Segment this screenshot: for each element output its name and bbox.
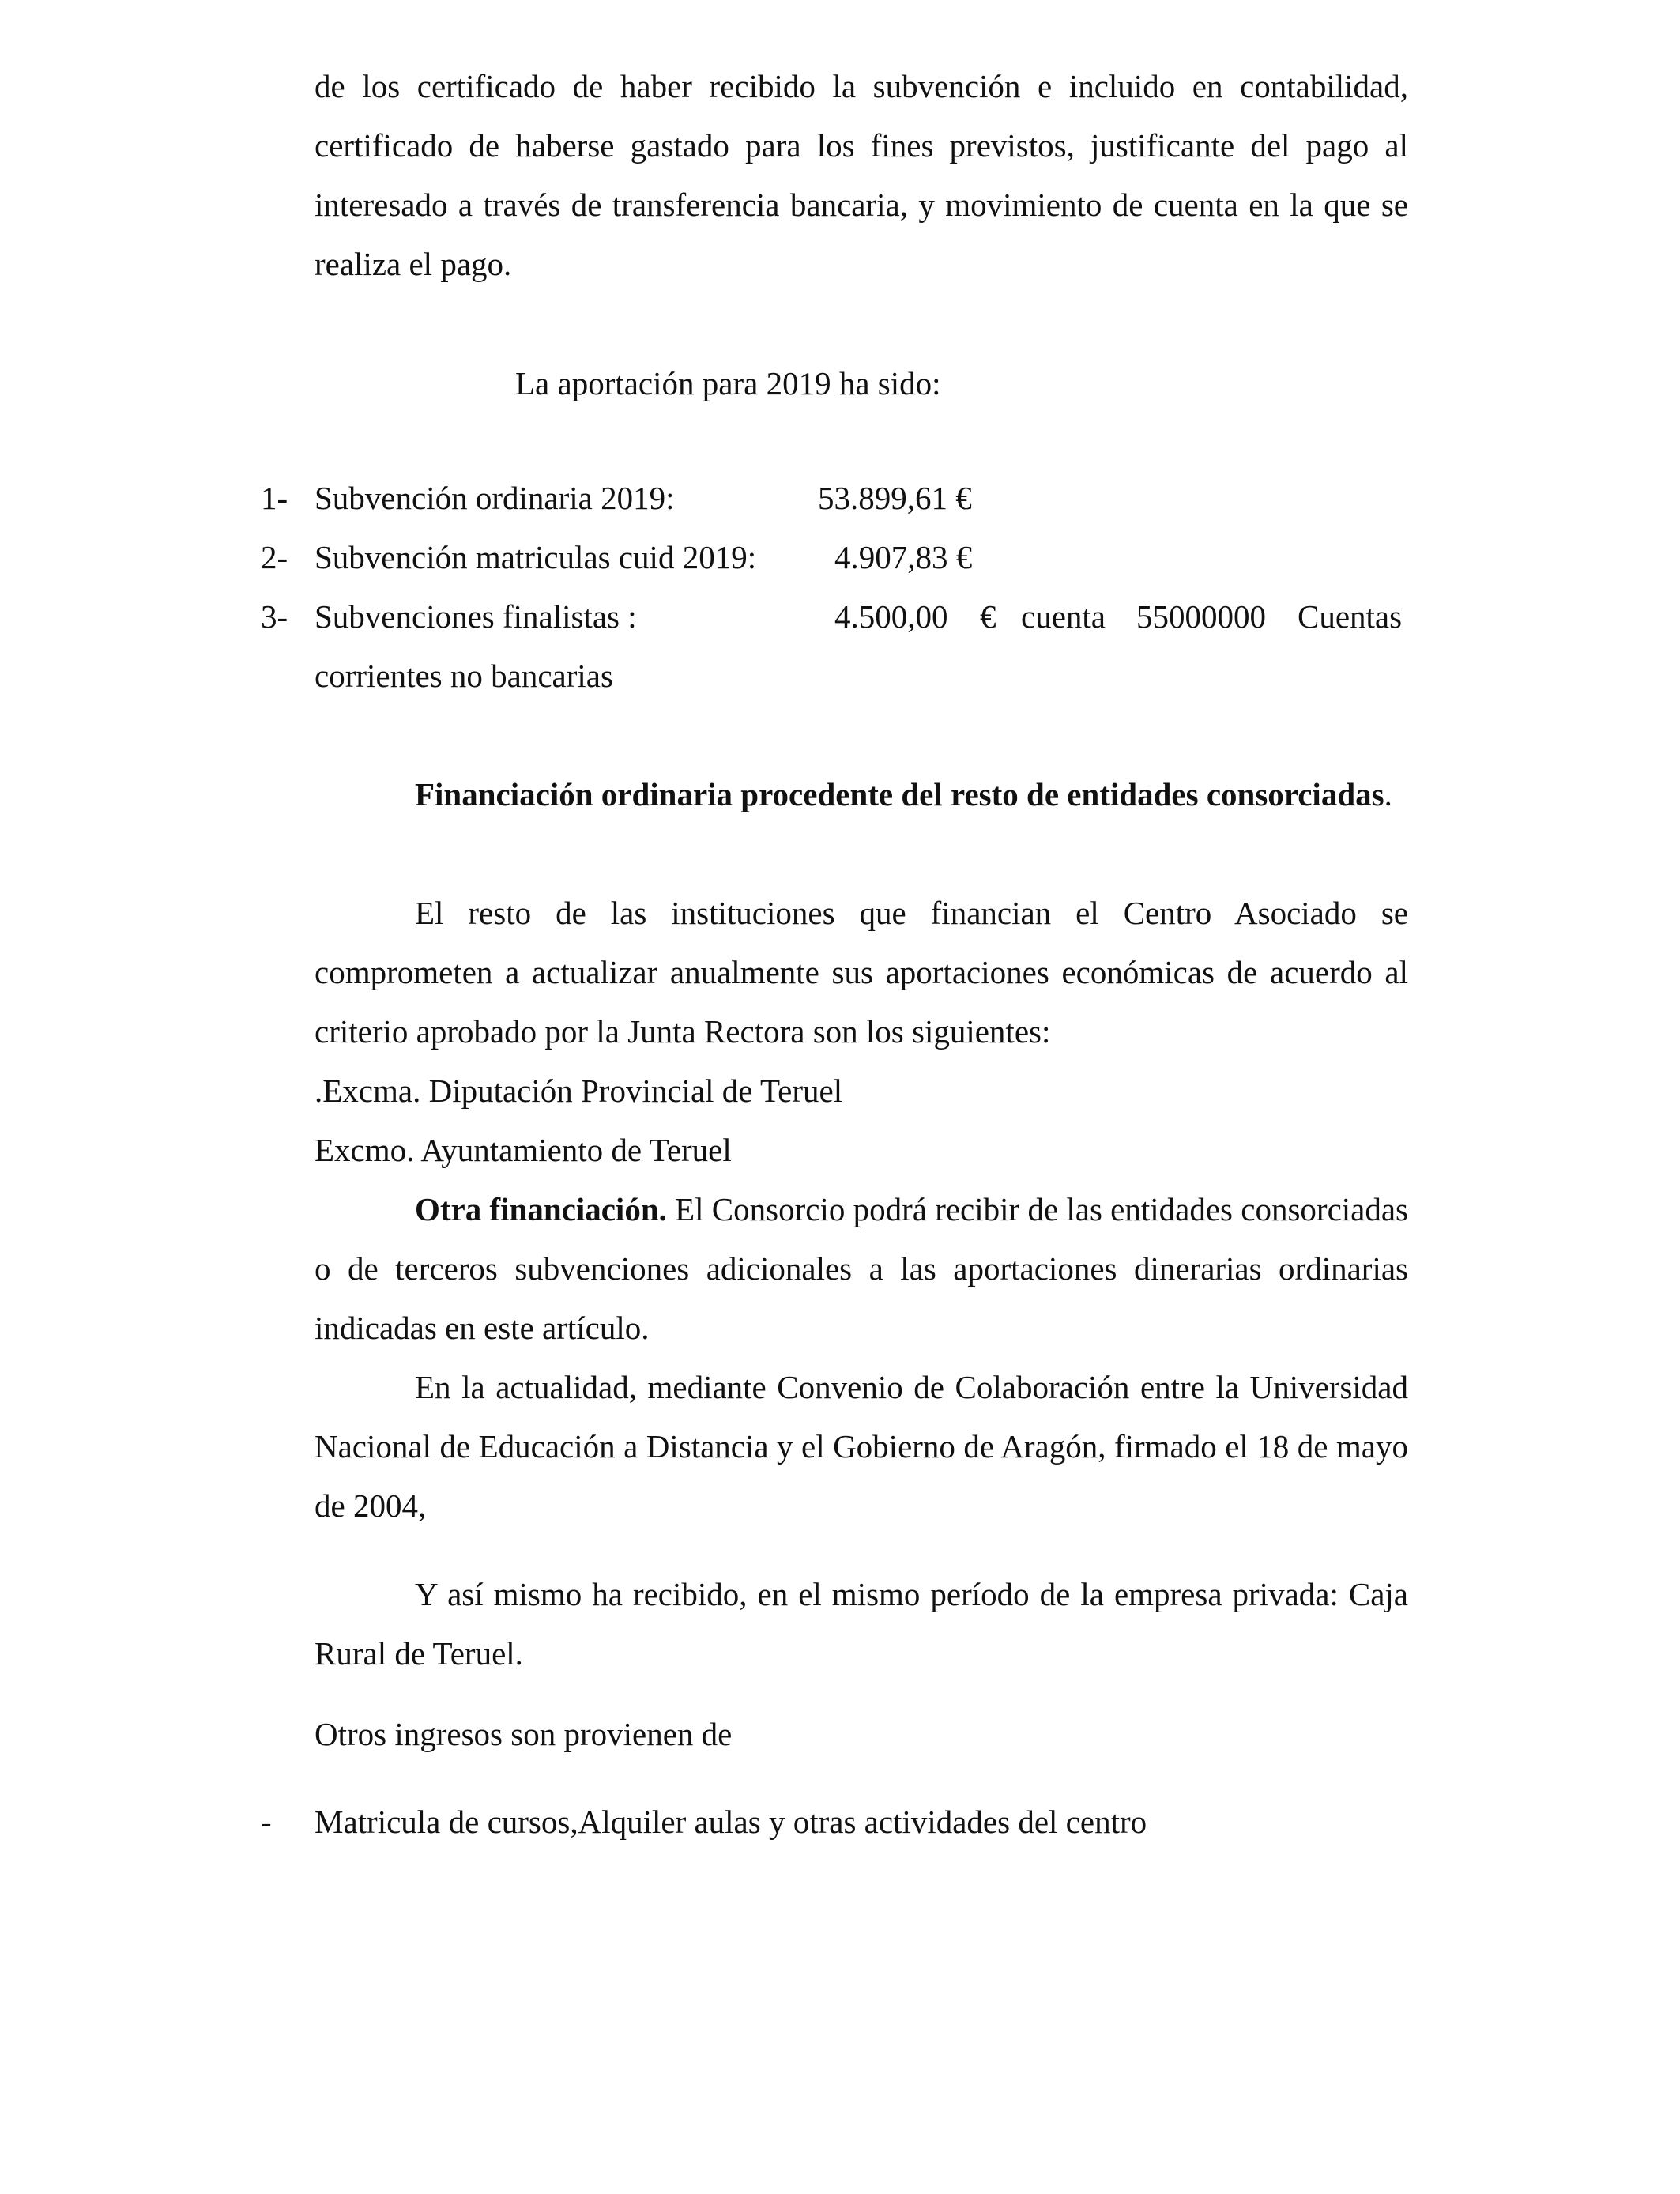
private-paragraph: Y así mismo ha recibido, en el mismo período de la empresa privada: Caja Rural de Teruel. [315,1576,1408,1672]
subsidy-account-word: cuenta [1021,598,1106,635]
subsidy-continuation: corrientes no bancarias [315,658,613,694]
other-income-item: Matricula de cursos,Alquiler aulas y otras actividades del centro [315,1804,1147,1840]
other-income-intro: Otros ingresos son provienen de [315,1716,733,1752]
subsidy-amount: 53.899,61 € [818,480,972,516]
subsidy-label: Subvención ordinaria 2019: [315,480,675,516]
subsidy-amount: 4.500,00 [834,598,948,635]
section-other-title: Otra financiación. [415,1191,667,1227]
subsidy-account-word: Cuentas [1298,598,1403,635]
section-ordinary-body: El resto de las instituciones que financian el Centro Asociado se comprometen a actualizar anualmente sus aportaciones económicas de acuerdo al criterio aprobado por la Junta Rectora son los siguientes: [315,895,1408,1050]
intro-paragraph: de los certificado de haber recibido la subvención e incluido en contabilidad, certificado de haberse gastado para los fines previstos, justificante del pago al interesado a través de transferencia bancaria, y movimiento de cuenta en la que se realiza el pago. [315,68,1408,282]
subsidy-label: Subvenciones finalistas : [315,598,637,635]
agreement-paragraph: En la actualidad, mediante Convenio de Colaboración entre la Universidad Nacional de Educación a Distancia y el Gobierno de Aragón, firmado el 18 de mayo de 2004, [315,1369,1408,1524]
subsidy-amount: 4.907,83 € [834,539,973,575]
subsidy-account-code: 55000000 [1136,598,1266,635]
bullet-dash: - [261,1804,272,1840]
entity-item: .Excma. Diputación Provincial de Teruel [315,1072,843,1109]
section-title-bold: Financiación ordinaria procedente del resto de entidades consorciadas [415,776,1384,812]
contribution-heading: La aportación para 2019 ha sido: [515,365,941,401]
subsidy-number: 1- [261,480,288,516]
entity-item: Excmo. Ayuntamiento de Teruel [315,1132,732,1168]
subsidy-currency: € [980,598,996,635]
subsidy-number: 2- [261,539,288,575]
section-title-end: . [1384,776,1392,812]
section-ordinary-title [315,765,1408,824]
section-other-paragraph [315,1180,1408,1358]
subsidy-label: Subvención matriculas cuid 2019: [315,539,757,575]
subsidy-number: 3- [261,598,288,635]
section-other-body: El Consorcio podrá recibir de las entidades consorciadas o de terceros subvenciones adicionales a las aportaciones dinerarias ordinarias indicadas en este artículo. [315,1191,1409,1346]
